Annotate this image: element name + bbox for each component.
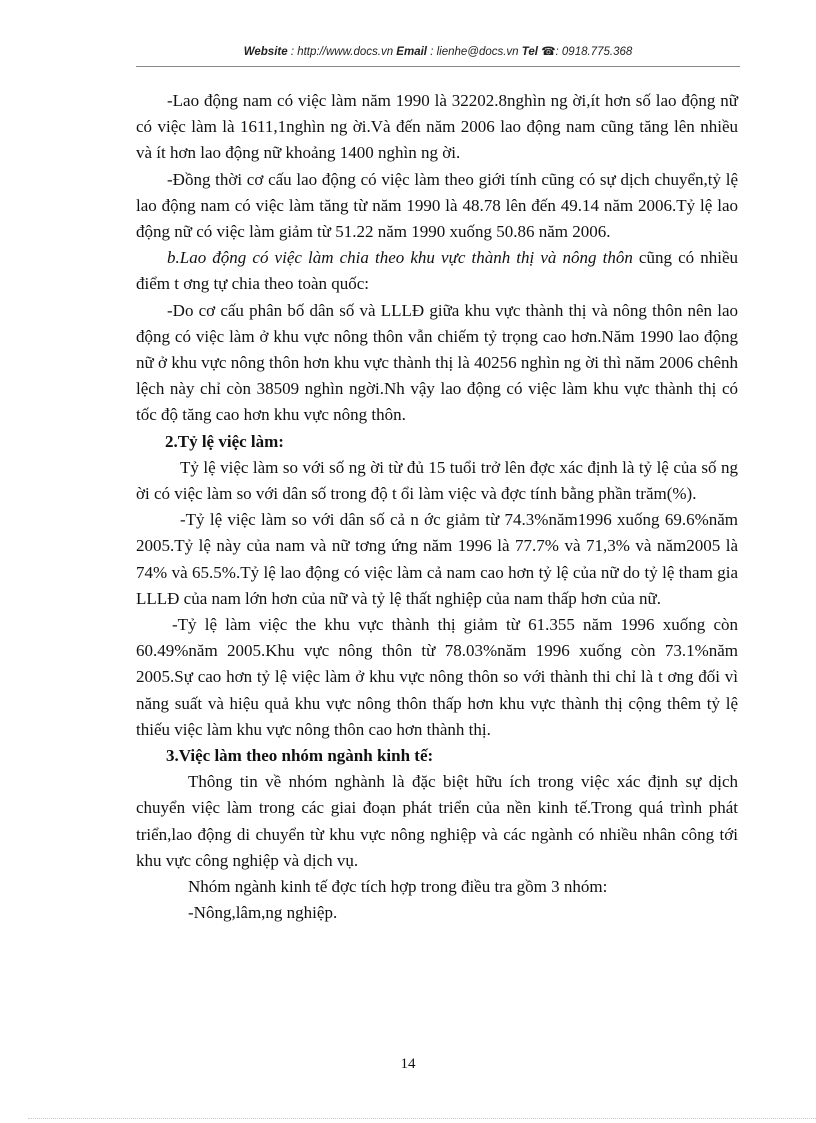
paragraph-gender-structure: -Đồng thời cơ cấu lao động có việc làm theo giới tính cũng có sự dịch chuyển,tỷ lệ lao động nam có việc làm tăng từ năm 1990 là 48.78 lên đến 49.14 năm 2006.Tỷ lệ lao động nữ có việc làm giảm từ 51.22 năm 1990 xuống 50.86 năm 2006. (136, 169, 738, 242)
subheading-urban-rural: b.Lao động có việc làm chia theo khu vực thành thị và nông thôn (167, 248, 633, 268)
email-value[interactable]: : lienhe@docs.vn (430, 46, 519, 58)
paragraph-sector-groups: Nhóm ngành kinh tế đợc tích hợp trong điều tra gồm 3 nhóm: (188, 877, 608, 897)
paragraph-urban-employment-rate: -Tỷ lệ làm việc the khu vực thành thị giảm từ 61.355 năm 1996 xuống còn 60.49%năm 2005.Khu vực nông thôn từ 78.03%năm 1996 xuống còn 73.1%năm 2005.Sự cao hơn tỷ lệ việc làm ở khu vực nông thôn so với thành thi chỉ là t ơng đối vì năng suất và hiệu quả khu vực nông thôn thấp hơn khu vực thành thị cộng thêm tỷ lệ thiếu việc làm khu vực nông thôn cao hơn thành thị. (136, 615, 738, 739)
paragraph-employment-rate-definition: Tỷ lệ việc làm so với số ng ời từ đủ 15 tuổi trở lên đợc xác định là tỷ lệ của số ng ời có việc làm so với dân số trong độ t ổi làm việc và đợc tính bằng phần trăm(%). (136, 457, 738, 504)
page-number: 14 (400, 1056, 416, 1072)
tel-label: Tel (521, 46, 538, 58)
list-item-agriculture: -Nông,lâm,ng nghiệp. (188, 903, 338, 923)
website-label: Website (243, 46, 288, 58)
website-url[interactable]: : http://www.docs.vn (290, 46, 394, 58)
paragraph-urban-rural-intro (136, 245, 738, 297)
heading-employment-rate: 2.Tỷ lệ việc làm: (165, 431, 284, 451)
page-header (136, 44, 740, 58)
footer-divider (28, 1118, 816, 1119)
email-label: Email (396, 46, 427, 58)
paragraph-population-distribution: -Do cơ cấu phân bố dân số và LLLĐ giữa khu vực thành thị và nông thôn nên lao động có việc làm ở khu vực nông thôn vẫn chiếm tỷ trọng cao hơn.Năm 1990 lao động nữ ở khu vực nông thôn hơn khu vực thành thị là 40256 nghìn ng ời thì năm 2006 chênh lệch này chỉ còn 38509 nghìn ngời.Nh vậy lao động có việc làm khu vực thành thị có tốc độ tăng cao hơn khu vực nông thôn. (136, 300, 738, 425)
paragraph-sector-info: Thông tin về nhóm nghành là đặc biệt hữu ích trong việc xác định sự dịch chuyển việc làm trong các giai đoạn phát triển của nền kinh tế.Trong quá trình phát triển,lao động di chuyển từ khu vực nông nghiệp và các ngành có nhiều nhân công tới khu vực công nghiệp và dịch vụ. (136, 772, 738, 870)
heading-employment-by-sector: 3.Việc làm theo nhóm ngành kinh tế: (166, 746, 434, 766)
paragraph-male-employment: -Lao động nam có việc làm năm 1990 là 32202.8nghìn ng ời,ít hơn số lao động nữ có việc làm là 1611,1nghìn ng ời.Và đến năm 2006 lao động nam cũng tăng lên nhiều và ít hơn lao động nữ khoảng 1400 nghìn ng ời. (136, 91, 738, 163)
paragraph-urban-rural-rest: cũng có nhiều điểm t ơng tự chia theo toàn quốc: (136, 248, 738, 294)
document-body (136, 88, 738, 927)
tel-value: ☎: 0918.775.368 (541, 46, 633, 58)
paragraph-national-employment-rate: -Tỷ lệ việc làm so với dân số cả n ớc giảm từ 74.3%năm1996 xuống 69.6%năm 2005.Tỷ lệ này của nam và nữ tơng ứng năm 1996 là 77.7% và 71,3% và năm2005 là 74% và 65.5%.Tỷ lệ lao động có việc làm cả nam cao hơn tỷ lệ của nữ do tỷ lệ tham gia LLLĐ của nam lớn hơn của nữ và tỷ lệ thất nghiệp của nam thấp hơn của nữ. (136, 510, 738, 608)
header-divider (136, 66, 740, 67)
